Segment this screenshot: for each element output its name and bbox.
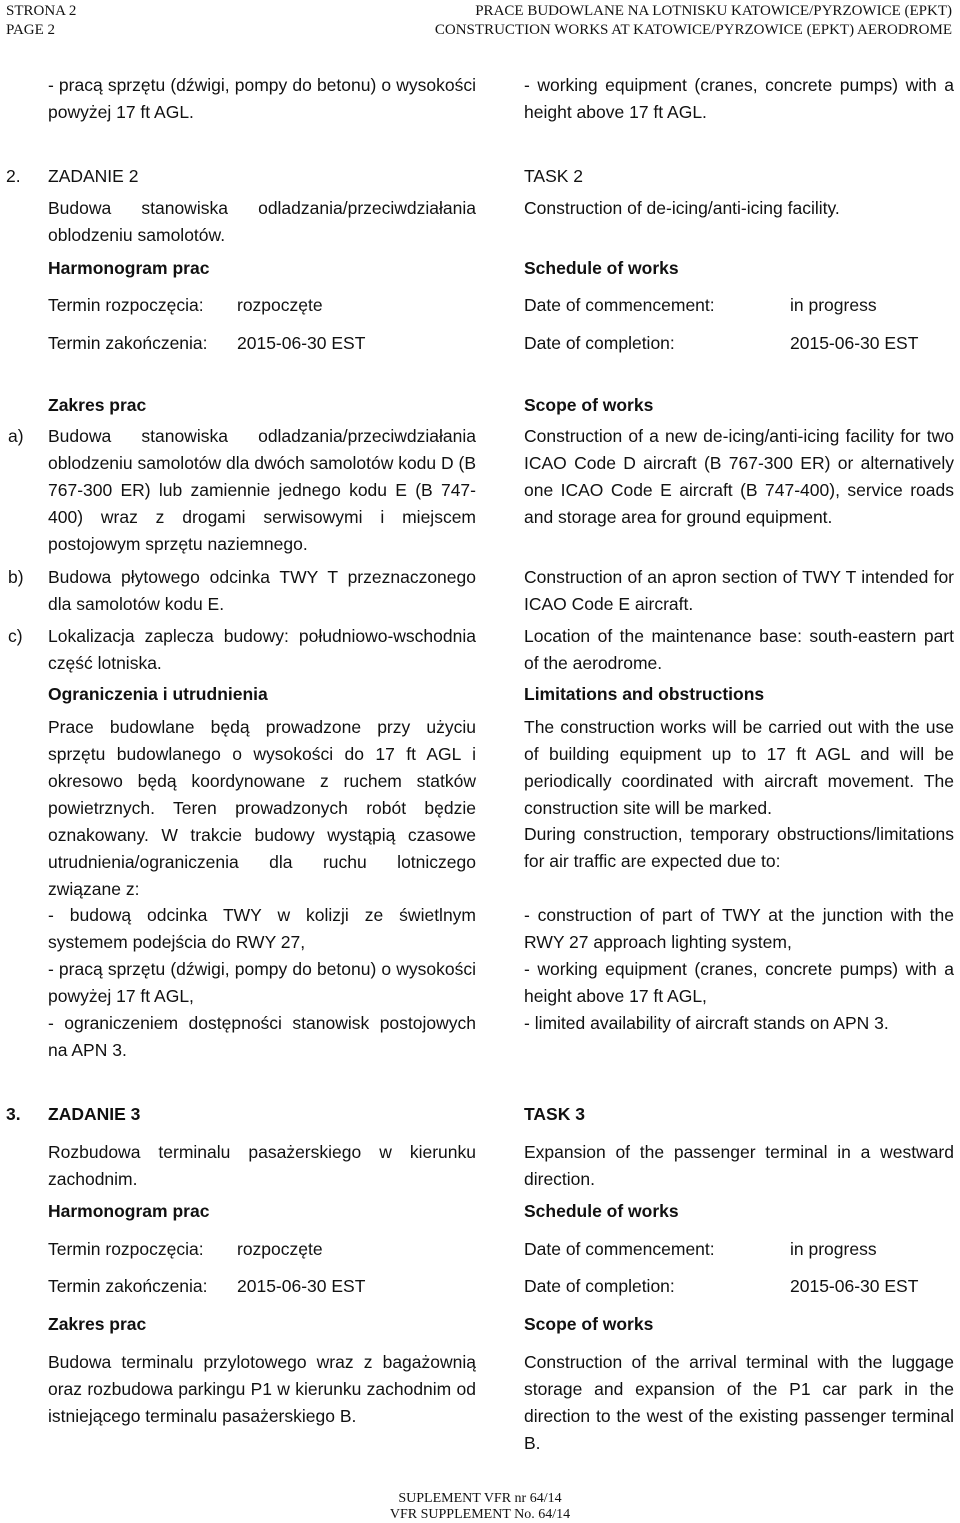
task2-item-en: Construction of an apron section of TWY T intended for ICAO Code E aircraft.	[524, 567, 954, 614]
task3-title-pl: ZADANIE 3	[48, 1104, 141, 1124]
page-number-en: PAGE 2	[6, 22, 56, 38]
carryover-en: - working equipment (cranes, concrete pumps) with a height above 17 ft AGL.	[524, 75, 954, 122]
footer-supplement-en: VFR SUPPLEMENT No. 64/14	[389, 1507, 571, 1522]
task2-item-pl: Budowa płytowego odcinka TWY T przeznaczonego dla samolotów kodu E.	[48, 567, 476, 614]
task3-scope-heading-en: Scope of works	[524, 1314, 654, 1334]
task2-item-en: Location of the maintenance base: south-eastern part of the aerodrome.	[524, 626, 954, 673]
task3-end-value-pl: 2015-06-30 EST	[237, 1276, 366, 1296]
task3-description-pl: Rozbudowa terminalu pasażerskiego w kierunku zachodnim.	[48, 1142, 476, 1189]
task2-description-pl: Budowa stanowiska odladzania/przeciwdziałania oblodzeniu samolotów.	[48, 198, 476, 245]
task3-end-label-pl: Termin zakończenia:	[48, 1276, 208, 1296]
task2-number: 2.	[6, 166, 21, 186]
task2-bullet-en: - construction of part of TWY at the junction with the RWY 27 approach lighting system,	[524, 905, 954, 952]
task3-title-en: TASK 3	[524, 1104, 585, 1124]
task2-scope-heading-en: Scope of works	[524, 395, 654, 415]
carryover-pl: - pracą sprzętu (dźwigi, pompy do betonu) o wysokości powyżej 17 ft AGL.	[48, 75, 476, 122]
task3-scope-heading-pl: Zakres prac	[48, 1314, 147, 1334]
task2-scope-heading-pl: Zakres prac	[48, 395, 147, 415]
task2-limits-text-pl: Prace budowlane będą prowadzone przy użyciu sprzętu budowlanego o wysokości do 17 ft AGL i okresowo będą koordynowane z ruchem statków powietrznych. Teren prowadzonych robót będzie oznakowany. W trakcie budowy wystąpią czasowe utrudnienia/ograniczenia dla ruchu lotniczego związane z:	[48, 717, 476, 899]
task3-description-en: Expansion of the passenger terminal in a westward direction.	[524, 1142, 954, 1189]
task2-item-marker: b)	[8, 567, 24, 587]
task2-item-marker: c)	[8, 626, 23, 646]
task3-start-value-pl: rozpoczęte	[237, 1239, 323, 1259]
task2-bullet-pl: - ograniczeniem dostępności stanowisk postojowych na APN 3.	[48, 1013, 476, 1060]
task3-start-label-en: Date of commencement:	[524, 1239, 715, 1259]
header-title-en: CONSTRUCTION WORKS AT KATOWICE/PYRZOWICE (EPKT) AERODROME	[434, 22, 952, 38]
task2-bullet-en: - working equipment (cranes, concrete pumps) with a height above 17 ft AGL,	[524, 959, 954, 1006]
task2-item-en: Construction of a new de-icing/anti-icing facility for two ICAO Code D aircraft (B 767-300 ER) or alternatively one ICAO Code E aircraft (B 747-400), service roads and storage area for ground equipment.	[524, 426, 954, 527]
task3-number: 3.	[6, 1104, 21, 1124]
task2-title-pl: ZADANIE 2	[48, 166, 139, 186]
task2-start-value-en: in progress	[790, 295, 877, 315]
task2-schedule-heading-pl: Harmonogram prac	[48, 258, 210, 278]
task2-start-value-pl: rozpoczęte	[237, 295, 323, 315]
task2-item-pl: Budowa stanowiska odladzania/przeciwdziałania oblodzeniu samolotów dla dwóch samolotów kodu D (B 767-300 ER) lub zamiennie jednego kodu E (B 747-400) wraz z drogami serwisowymi i miejscem postojowym sprzętu naziemnego.	[48, 426, 477, 554]
task2-bullet-en: - limited availability of aircraft stands on APN 3.	[524, 1013, 889, 1033]
task3-end-label-en: Date of completion:	[524, 1276, 675, 1296]
task2-bullet-pl: - budową odcinka TWY w kolizji ze świetlnym systemem podejścia do RWY 27,	[48, 905, 476, 952]
task2-bullet-pl: - pracą sprzętu (dźwigi, pompy do betonu) o wysokości powyżej 17 ft AGL,	[48, 959, 476, 1006]
task3-scope-text-pl: Budowa terminalu przylotowego wraz z bagażownią oraz rozbudowa parkingu P1 w kierunku zachodnim od istniejącego terminalu pasażerskiego B.	[48, 1352, 476, 1426]
footer-supplement-pl: SUPLEMENT VFR nr 64/14	[398, 1491, 562, 1506]
task3-start-value-en: in progress	[790, 1239, 877, 1259]
task2-end-label-pl: Termin zakończenia:	[48, 333, 208, 353]
task2-end-value-pl: 2015-06-30 EST	[237, 333, 366, 353]
task2-schedule-heading-en: Schedule of works	[524, 258, 679, 278]
task2-description-en: Construction of de-icing/anti-icing facility.	[524, 198, 840, 218]
task2-limits-heading-pl: Ograniczenia i utrudnienia	[48, 684, 268, 704]
task2-start-label-pl: Termin rozpoczęcia:	[48, 295, 204, 315]
task3-scope-text-en: Construction of the arrival terminal with the luggage storage and expansion of the P1 car park in the direction to the west of the existing passenger terminal B.	[524, 1352, 954, 1453]
task3-start-label-pl: Termin rozpoczęcia:	[48, 1239, 204, 1259]
page-number-pl: STRONA 2	[6, 3, 77, 19]
task3-schedule-heading-en: Schedule of works	[524, 1201, 679, 1221]
task3-schedule-heading-pl: Harmonogram prac	[48, 1201, 210, 1221]
task2-item-pl: Lokalizacja zaplecza budowy: południowo-wschodnia część lotniska.	[48, 626, 476, 673]
task3-end-value-en: 2015-06-30 EST	[790, 1276, 919, 1296]
task2-start-label-en: Date of commencement:	[524, 295, 715, 315]
task2-item-marker: a)	[8, 426, 24, 446]
task2-end-value-en: 2015-06-30 EST	[790, 333, 919, 353]
task2-limits-text-en-2: During construction, temporary obstructions/limitations for air traffic are expected due to:	[524, 824, 954, 871]
task2-title-en: TASK 2	[524, 166, 584, 186]
task2-end-label-en: Date of completion:	[524, 333, 675, 353]
task2-limits-heading-en: Limitations and obstructions	[524, 684, 765, 704]
header-title-pl: PRACE BUDOWLANE NA LOTNISKU KATOWICE/PYRZOWICE (EPKT)	[475, 3, 952, 19]
task2-limits-text-en: The construction works will be carried out with the use of building equipment up to 17 ft AGL and will be periodically coordinated with aircraft movement. The construction site will be marked.	[524, 717, 954, 818]
